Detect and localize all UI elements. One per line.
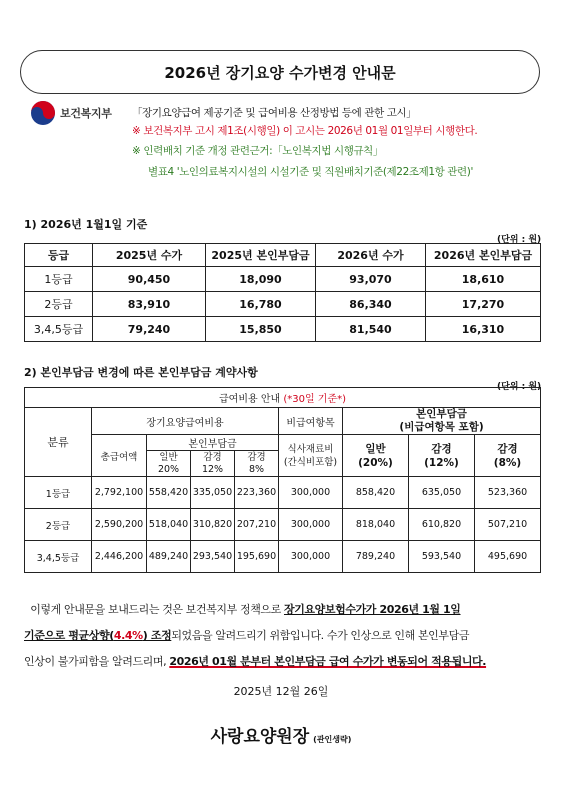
- cell-value: 635,050: [409, 477, 475, 509]
- header-r-red8-label: 감경: [497, 442, 518, 455]
- paragraph-text: 이렇게 안내문을 보내드리는 것은 보건복지부 정책으로: [30, 603, 284, 616]
- cell-value: 223,360: [235, 477, 279, 509]
- cell-value: 293,540: [191, 541, 235, 573]
- cell-value: 507,210: [475, 509, 541, 541]
- cell-value: 81,540: [316, 317, 426, 342]
- cell-value: 858,420: [343, 477, 409, 509]
- header-total: 총급여액: [92, 435, 147, 477]
- header-r-red12-label: 감경: [431, 442, 452, 455]
- cell-value: 818,040: [343, 509, 409, 541]
- header-red8-pct: 8%: [248, 463, 265, 475]
- cell-value: 18,610: [426, 267, 541, 292]
- header-2026-copay: 2026년 본인부담금: [426, 244, 541, 267]
- cell-value: 86,340: [316, 292, 426, 317]
- signature-name: 사랑요양원장: [210, 727, 310, 747]
- header-r-general-label: 일반: [365, 442, 386, 455]
- cell-value: 2,590,200: [92, 509, 147, 541]
- header-selfpay: 본인부담금: [147, 435, 279, 451]
- cell-value: 300,000: [279, 541, 343, 573]
- header-r-red8: [475, 435, 541, 477]
- section1-heading: 1) 2026년 1월1일 기준: [24, 218, 148, 231]
- header-meal-sub: (간식비포함): [283, 456, 338, 468]
- paragraph-line-1: [24, 597, 544, 623]
- section2-heading: 2) 본인부담금 변경에 따른 본인부담금 계약사항: [24, 366, 258, 379]
- notice-paragraph: [24, 597, 544, 675]
- notice-line-3: ※ 인력배치 기준 개정 관련근거:「노인복지법 시행규칙」: [132, 145, 384, 157]
- fee-comparison-table: [24, 243, 541, 342]
- cell-value: 335,050: [191, 477, 235, 509]
- caption-prefix: 급여비용 안내: [219, 394, 284, 405]
- header-2026-fee: 2026년 수가: [316, 244, 426, 267]
- header-r-general: [343, 435, 409, 477]
- header-meal: [279, 435, 343, 477]
- notice-line-2: ※ 보건복지부 고시 제1조(시행일) 이 고시는 2026년 01월 01일부터 시행한다.: [132, 125, 478, 137]
- cell-value: 489,240: [147, 541, 191, 573]
- table-row: [25, 317, 541, 342]
- cell-value: 90,450: [93, 267, 206, 292]
- cell-value: 2,792,100: [92, 477, 147, 509]
- paragraph-emphasis-part: 기준으로 평균상향(: [24, 629, 114, 642]
- cell-value: 17,270: [426, 292, 541, 317]
- paragraph-emphasis: [24, 629, 171, 642]
- paragraph-emphasis-red: 2026년 01월 분부터 본인부담금 급여 수가가 변동되어 적용됩니다.: [169, 655, 487, 668]
- ministry-logo-text: 보건복지부: [60, 107, 112, 120]
- header-red8: [235, 451, 279, 477]
- paragraph-line-2: [24, 623, 544, 649]
- table-header-row: [25, 408, 541, 435]
- header-red12-label: 감경: [203, 451, 222, 463]
- cell-grade: 1등급: [25, 477, 92, 509]
- cell-value: 16,310: [426, 317, 541, 342]
- cell-value: 300,000: [279, 509, 343, 541]
- cell-value: 310,820: [191, 509, 235, 541]
- table-header-row: [25, 435, 541, 451]
- cell-value: 79,240: [93, 317, 206, 342]
- header-selfpay-total: [343, 408, 541, 435]
- cell-value: 610,820: [409, 509, 475, 541]
- cell-value: 93,070: [316, 267, 426, 292]
- header-grade: 등급: [25, 244, 93, 267]
- table-caption: [25, 388, 541, 408]
- cell-value: 789,240: [343, 541, 409, 573]
- header-2025-fee: 2025년 수가: [93, 244, 206, 267]
- header-general: [147, 451, 191, 477]
- table-row: [25, 541, 541, 573]
- section2-unit: (단위 : 원): [497, 382, 542, 392]
- cell-value: 2,446,200: [92, 541, 147, 573]
- cell-value: 518,040: [147, 509, 191, 541]
- header-r-red8-pct: (8%): [493, 456, 522, 469]
- header-2025-copay: 2025년 본인부담금: [206, 244, 316, 267]
- cell-grade: 1등급: [25, 267, 93, 292]
- header-red8-label: 감경: [247, 451, 266, 463]
- cell-value: 83,910: [93, 292, 206, 317]
- paragraph-emphasis: 장기요양보험수가가 2026년 1월 1일: [283, 603, 461, 616]
- document-title: 2026년 장기요양 수가변경 안내문: [164, 63, 396, 82]
- document-date: 2025년 12월 26일: [233, 685, 329, 698]
- paragraph-emphasis-part: ) 조정: [142, 629, 172, 642]
- paragraph-text: 인상이 불가피함을 알려드리며,: [24, 655, 170, 668]
- notice-line-4: 별표4 '노인의료복지시설의 시설기준 및 직원배치기준(제22조제1항 관련)': [148, 166, 473, 178]
- header-r-general-pct: (20%): [358, 456, 393, 469]
- cell-value: 207,210: [235, 509, 279, 541]
- table-row: [25, 267, 541, 292]
- cell-value: 593,540: [409, 541, 475, 573]
- table-header-row: [25, 244, 541, 267]
- cell-grade: 2등급: [25, 509, 92, 541]
- cell-value: 300,000: [279, 477, 343, 509]
- header-selfpay-sub: (비급여항목 포함): [399, 421, 484, 433]
- header-meal-label: 식사재료비: [287, 443, 334, 455]
- signature-seal: (관인생략): [313, 735, 352, 744]
- taegeuk-emblem-icon: [30, 100, 56, 126]
- table-row: [25, 509, 541, 541]
- cell-grade: 2등급: [25, 292, 93, 317]
- header-r-red12: [409, 435, 475, 477]
- table-row: [25, 477, 541, 509]
- cell-value: 523,360: [475, 477, 541, 509]
- header-ltc-fee: 장기요양급여비용: [92, 408, 279, 435]
- signature-block: [0, 722, 562, 747]
- table-row: [25, 292, 541, 317]
- header-nonpay: 비급여항목: [279, 408, 343, 435]
- cell-value: 15,850: [206, 317, 316, 342]
- header-red12-pct: 12%: [201, 463, 224, 475]
- copay-contract-table: [24, 387, 541, 573]
- header-general-pct: 20%: [157, 463, 180, 475]
- cell-value: 18,090: [206, 267, 316, 292]
- paragraph-line-3: [24, 649, 544, 675]
- cell-value: 558,420: [147, 477, 191, 509]
- header-category: 분류: [25, 408, 92, 477]
- ministry-logo: [30, 100, 112, 126]
- header-red12: [191, 451, 235, 477]
- cell-value: 195,690: [235, 541, 279, 573]
- table-title-row: [25, 388, 541, 408]
- notice-line-1: 「장기요양급여 제공기준 및 급여비용 산정방법 등에 관한 고시」: [132, 107, 417, 119]
- header-general-label: 일반: [159, 451, 178, 463]
- cell-grade: 3,4,5등급: [25, 317, 93, 342]
- section1-unit: (단위 : 원): [497, 235, 542, 245]
- cell-value: 495,690: [475, 541, 541, 573]
- header-r-red12-pct: (12%): [424, 456, 459, 469]
- rate-highlight: 4.4%: [113, 629, 143, 642]
- header-selfpay-label: 본인부담금: [416, 408, 467, 420]
- paragraph-text: 되었음을 알려드리기 위함입니다. 수가 인상으로 인해 본인부담금: [171, 629, 470, 642]
- document-title-box: [20, 50, 540, 94]
- cell-value: 16,780: [206, 292, 316, 317]
- cell-grade: 3,4,5등급: [25, 541, 92, 573]
- caption-highlight: (*30일 기준*): [283, 394, 347, 405]
